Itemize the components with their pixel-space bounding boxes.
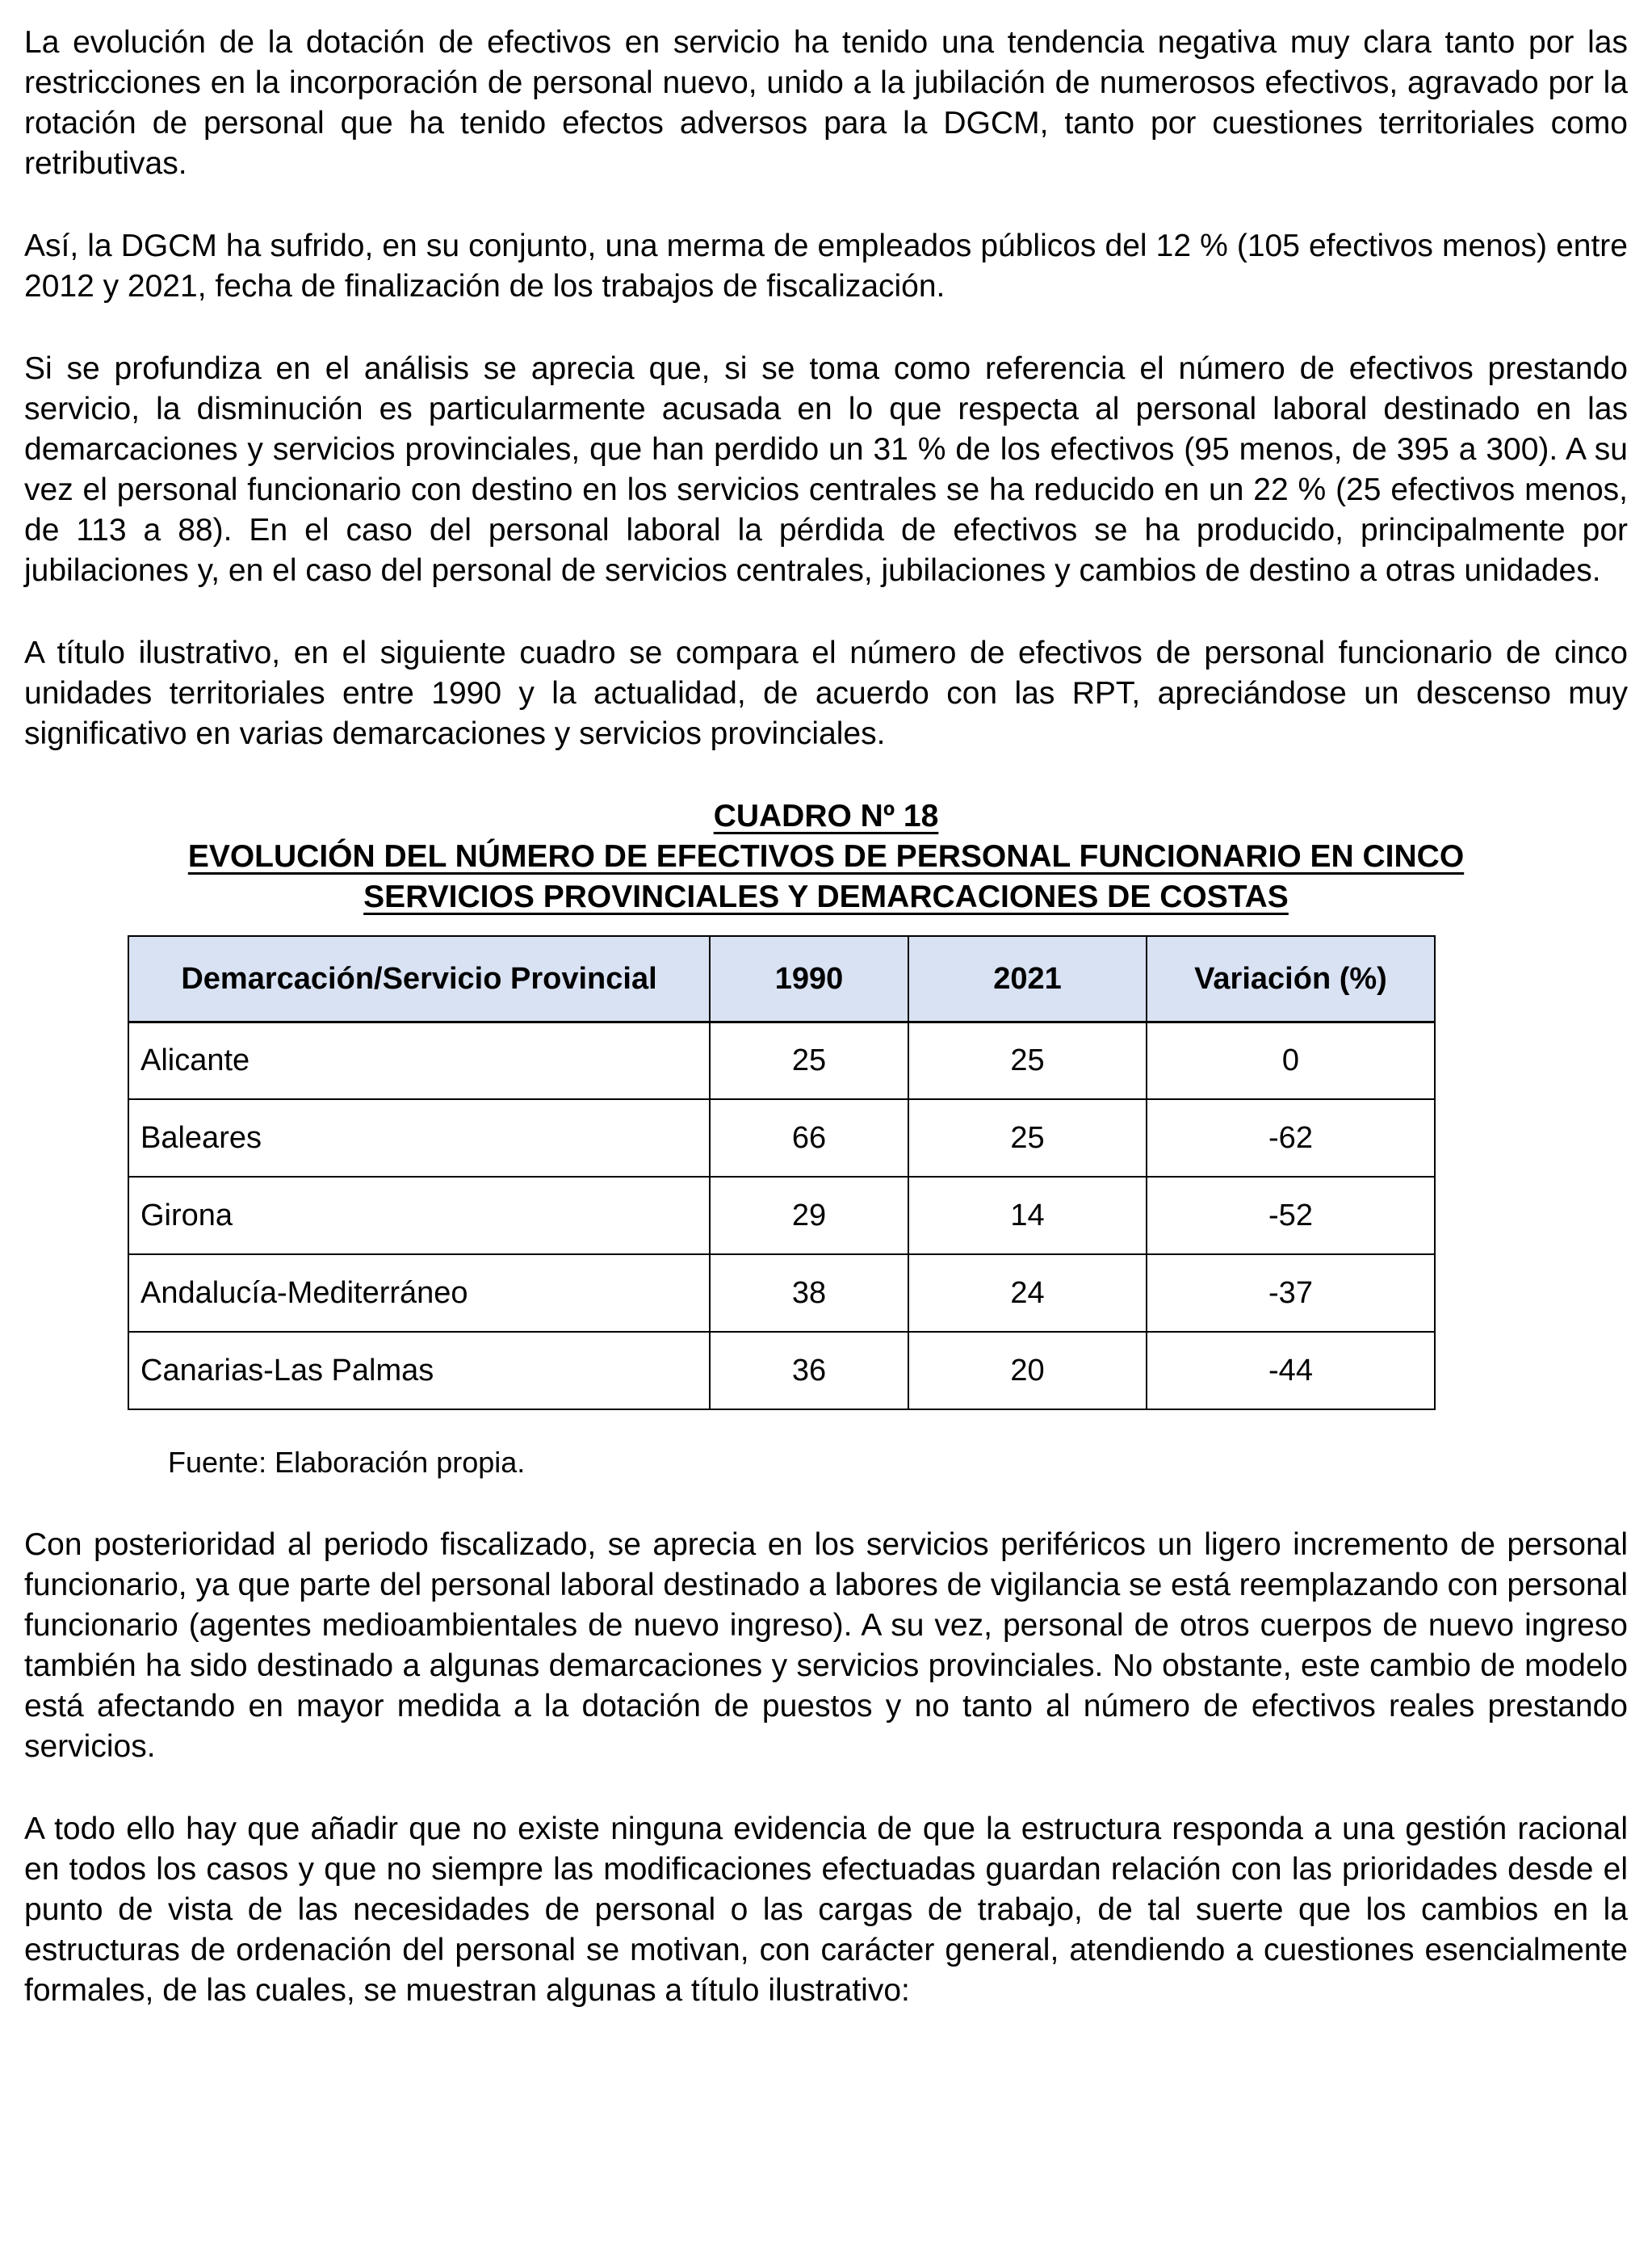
cell-demarcacion: Baleares [128, 1099, 710, 1177]
cell-2021-value: 24 [908, 1254, 1147, 1332]
cell-1990-value: 36 [710, 1332, 908, 1409]
header-cell-1990: 1990 [710, 936, 908, 1022]
cell-2021-value: 25 [908, 1099, 1147, 1177]
body-paragraph-3: Si se profundiza en el análisis se aprecia que, si se toma como referencia el número de efectivos prestando servicio, la disminución es particularmente acusada en lo que respecta al personal laboral destinado en las demarcaciones y servicios provinciales, que han perdido un 31 % de los efectivos (95 menos, de 395 a 300). A su vez el personal funcionario con destino en los servicios centrales se ha reducido en un 22 % (25 efectivos menos, de 113 a 88). En el caso del personal laboral la pérdida de efectivos se ha producido, principalmente por jubilaciones y, en el caso del personal de servicios centrales, jubilaciones y cambios de destino a otras unidades. [24, 351, 1628, 588]
cell-variacion-value: -44 [1147, 1332, 1435, 1409]
cell-1990-value: 29 [710, 1177, 908, 1254]
table-caption-title-line-2: SERVICIOS PROVINCIALES Y DEMARCACIONES DE COSTAS [363, 880, 1289, 914]
header-cell-variacion: Variación (%) [1147, 936, 1435, 1022]
table-row-alicante [128, 1022, 1435, 1099]
body-paragraph-6: A todo ello hay que añadir que no existe ninguna evidencia de que la estructura responda a una gestión racional en todos los casos y que no siempre las modificaciones efectuadas guardan relación con las prioridades desde el punto de vista de las necesidades de personal o las cargas de trabajo, de tal suerte que los cambios en la estructuras de ordenación del personal se motivan, con carácter general, atendiendo a cuestiones esencialmente formales, de las cuales, se muestran algunas a título ilustrativo: [24, 1812, 1628, 2008]
cuadro-18-table [128, 935, 1436, 1410]
header-cell-2021: 2021 [908, 936, 1147, 1022]
table-header-row [128, 936, 1435, 1022]
cell-demarcacion: Girona [128, 1177, 710, 1254]
cell-demarcacion: Alicante [128, 1022, 710, 1099]
cell-demarcacion: Andalucía-Mediterráneo [128, 1254, 710, 1332]
body-paragraph-5: Con posterioridad al periodo fiscalizado, se aprecia en los servicios periféricos un ligero incremento de personal funcionario, ya que parte del personal laboral destinado a labores de vigilancia se está reemplazando con personal funcionario (agentes medioambientales de nuevo ingreso). A su vez, personal de otros cuerpos de nuevo ingreso también ha sido destinado a algunas demarcaciones y servicios provinciales. No obstante, este cambio de modelo está afectando en mayor medida a la dotación de puestos y no tanto al número de efectivos reales prestando servicios. [24, 1527, 1628, 1764]
cell-1990-value: 25 [710, 1022, 908, 1099]
cell-variacion-value: -52 [1147, 1177, 1435, 1254]
table-row-andalucia-mediterraneo [128, 1254, 1435, 1332]
cell-2021-value: 20 [908, 1332, 1147, 1409]
table-row-canarias-las-palmas [128, 1332, 1435, 1409]
table-caption-title-line-1: EVOLUCIÓN DEL NÚMERO DE EFECTIVOS DE PERSONAL FUNCIONARIO EN CINCO [187, 839, 1465, 874]
cell-1990-value: 38 [710, 1254, 908, 1332]
body-paragraph-2: Así, la DGCM ha sufrido, en su conjunto, una merma de empleados públicos del 12 % (105 efectivos menos) entre 2012 y 2021, fecha de finalización de los trabajos de fiscalización. [24, 229, 1628, 304]
body-paragraph-4: A título ilustrativo, en el siguiente cuadro se compara el número de efectivos de personal funcionario de cinco unidades territoriales entre 1990 y la actualidad, de acuerdo con las RPT, apreciándose un descenso muy significativo en varias demarcaciones y servicios provinciales. [24, 636, 1628, 751]
table-caption [24, 796, 1628, 917]
cell-1990-value: 66 [710, 1099, 908, 1177]
cell-2021-value: 25 [908, 1022, 1147, 1099]
source-note: Fuente: Elaboración propia. [168, 1446, 526, 1479]
table-caption-number: CUADRO Nº 18 [713, 799, 939, 833]
cell-variacion-value: -37 [1147, 1254, 1435, 1332]
cell-2021-value: 14 [908, 1177, 1147, 1254]
cell-demarcacion: Canarias-Las Palmas [128, 1332, 710, 1409]
header-cell-demarcacion: Demarcación/Servicio Provincial [128, 936, 710, 1022]
cell-variacion-value: 0 [1147, 1022, 1435, 1099]
cell-variacion-value: -62 [1147, 1099, 1435, 1177]
body-paragraph-1: La evolución de la dotación de efectivos en servicio ha tenido una tendencia negativa muy clara tanto por las restricciones en la incorporación de personal nuevo, unido a la jubilación de numerosos efectivos, agravado por la rotación de personal que ha tenido efectos adversos para la DGCM, tanto por cuestiones territoriales como retributivas. [24, 25, 1628, 181]
table-row-girona [128, 1177, 1435, 1254]
table-row-baleares [128, 1099, 1435, 1177]
